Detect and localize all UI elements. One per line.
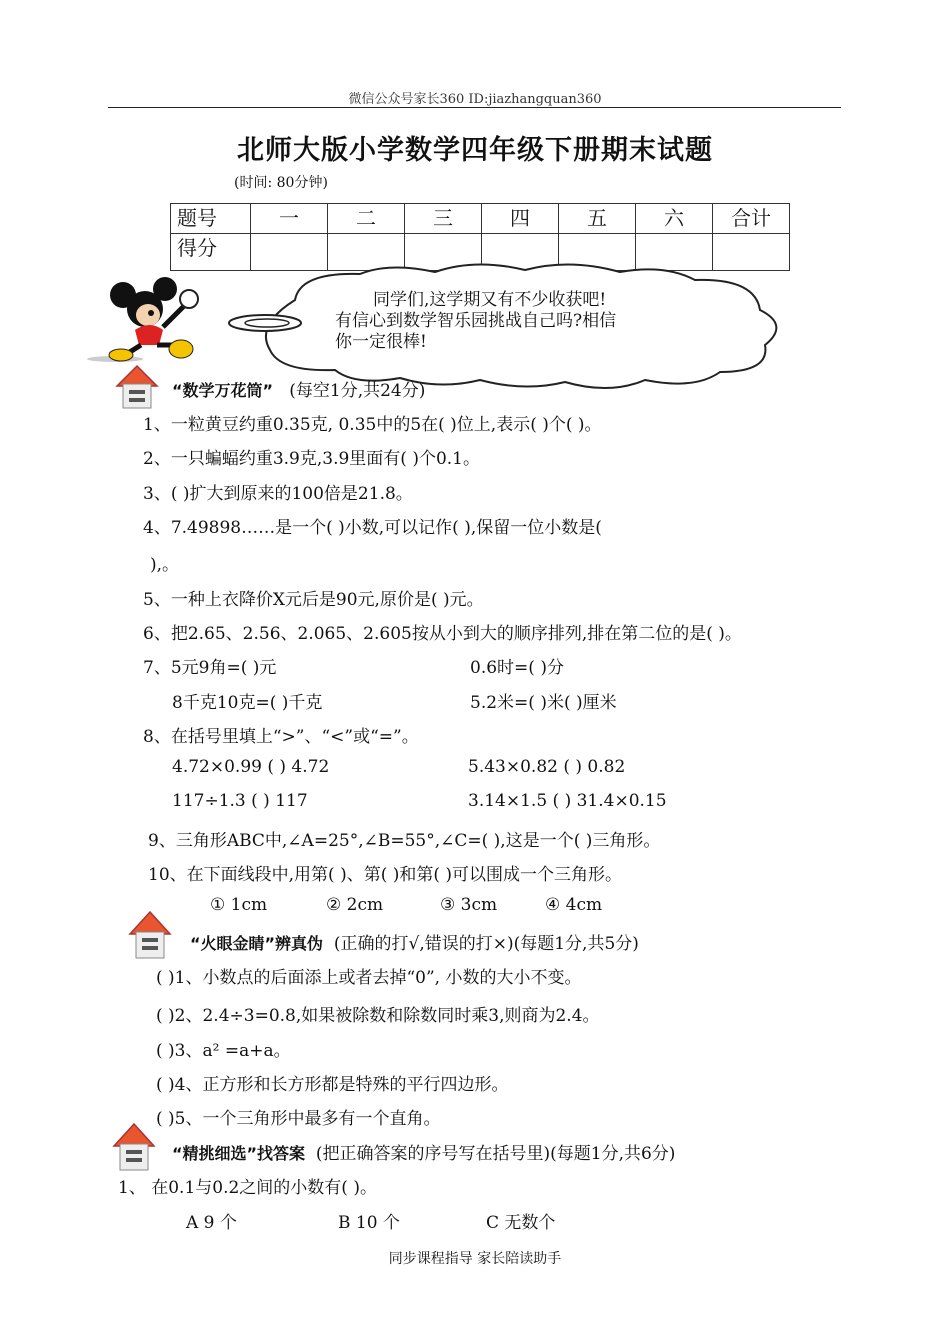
question-8c: 117÷1.3 ( ) 117 bbox=[172, 791, 308, 811]
question-7a: 7、5元9角=( )元 bbox=[143, 658, 277, 678]
question-7b: 0.6时=( )分 bbox=[470, 658, 564, 678]
cloud-line: 你一定很棒! bbox=[335, 332, 427, 352]
score-cell: 得分 bbox=[171, 234, 251, 271]
house-icon bbox=[126, 908, 174, 960]
question-8d: 3.14×1.5 ( ) 31.4×0.15 bbox=[468, 791, 667, 811]
score-cell: 五 bbox=[559, 204, 636, 234]
score-cell: 三 bbox=[405, 204, 482, 234]
cloud-message bbox=[335, 290, 675, 353]
cloud-line: 同学们,这学期又有不少收获吧! bbox=[373, 290, 607, 310]
section2-note: (正确的打√,错误的打×)(每题1分,共5分) bbox=[333, 934, 639, 954]
score-cell: 四 bbox=[482, 204, 559, 234]
page-footer: 同步课程指导 家长陪读助手 bbox=[388, 1251, 562, 1267]
question-7c: 8千克10克=( )千克 bbox=[172, 693, 323, 713]
option-2: ② 2cm bbox=[326, 895, 384, 915]
option-4: ④ 4cm bbox=[545, 895, 603, 915]
section1-note: (每空1分,共24分) bbox=[289, 381, 426, 401]
section3-title: “精挑细选”找答案 bbox=[172, 1144, 306, 1163]
section3-note: (把正确答案的序号写在括号里)(每题1分,共6分) bbox=[315, 1144, 676, 1164]
section2-heading bbox=[190, 929, 639, 954]
question-8b: 5.43×0.82 ( ) 0.82 bbox=[468, 757, 626, 777]
option-3: ③ 3cm bbox=[440, 895, 498, 915]
true-false-item: ( )2、2.4÷3=0.8,如果被除数和除数同时乘3,则商为2.4。 bbox=[156, 1006, 600, 1026]
choice-option-b: B 10 个 bbox=[338, 1213, 400, 1233]
mickey-illustration bbox=[85, 275, 215, 365]
option-1: ① 1cm bbox=[210, 895, 268, 915]
choice-option-a: A 9 个 bbox=[186, 1213, 237, 1233]
question-7d: 5.2米=( )米( )厘米 bbox=[470, 693, 617, 713]
true-false-item: ( )1、小数点的后面添上或者去掉“0”, 小数的大小不变。 bbox=[156, 968, 582, 988]
question-9: 9、三角形ABC中,∠A=25°,∠B=55°,∠C=( ),这是一个( )三角形。 bbox=[148, 831, 661, 851]
score-cell: 二 bbox=[328, 204, 405, 234]
choice-question-1: 1、 在0.1与0.2之间的小数有( )。 bbox=[118, 1178, 377, 1198]
question-6: 6、把2.65、2.56、2.065、2.605按从小到大的顺序排列,排在第二位的是( )。 bbox=[143, 624, 742, 644]
question-3: 3、( )扩大到原来的100倍是21.8。 bbox=[143, 484, 413, 504]
section1-heading bbox=[172, 376, 425, 401]
question-4-cont: ),。 bbox=[150, 555, 180, 575]
section2-title: “火眼金睛”辨真伪 bbox=[190, 934, 324, 953]
cloud-line: 有信心到数学智乐园挑战自己吗?相信 bbox=[335, 311, 617, 331]
choice-option-c: C 无数个 bbox=[486, 1213, 556, 1233]
question-8: 8、在括号里填上“>”、“<”或“=”。 bbox=[143, 727, 419, 747]
question-10: 10、在下面线段中,用第( )、第( )和第( )可以围成一个三角形。 bbox=[148, 865, 623, 885]
question-4: 4、7.49898……是一个( )小数,可以记作( ),保留一位小数是( bbox=[143, 518, 602, 538]
question-1: 1、一粒黄豆约重0.35克, 0.35中的5在( )位上,表示( )个( )。 bbox=[143, 415, 602, 435]
header-rule bbox=[108, 107, 841, 108]
true-false-item: ( )4、正方形和长方形都是特殊的平行四边形。 bbox=[156, 1075, 509, 1095]
question-2: 2、一只蝙蝠约重3.9克,3.9里面有( )个0.1。 bbox=[143, 449, 480, 469]
section3-heading bbox=[172, 1139, 675, 1164]
true-false-item: ( )5、一个三角形中最多有一个直角。 bbox=[156, 1109, 441, 1129]
true-false-item: ( )3、a² =a+a。 bbox=[156, 1041, 291, 1061]
page-header: 微信公众号家长360 ID:jiazhangquan360 bbox=[348, 92, 602, 107]
exam-duration: (时间: 80分钟) bbox=[234, 175, 328, 191]
house-icon bbox=[110, 1120, 158, 1172]
house-icon bbox=[113, 362, 161, 410]
score-cell: 合计 bbox=[713, 204, 790, 234]
score-cell: 六 bbox=[636, 204, 713, 234]
question-8a: 4.72×0.99 ( ) 4.72 bbox=[172, 757, 330, 777]
score-cell: 一 bbox=[251, 204, 328, 234]
question-5: 5、一种上衣降价X元后是90元,原价是( )元。 bbox=[143, 590, 484, 610]
section1-title: “数学万花筒” bbox=[172, 381, 274, 400]
score-table-header-row bbox=[171, 204, 790, 234]
score-cell: 题号 bbox=[171, 204, 251, 234]
page-title: 北师大版小学数学四年级下册期末试题 bbox=[237, 135, 713, 166]
